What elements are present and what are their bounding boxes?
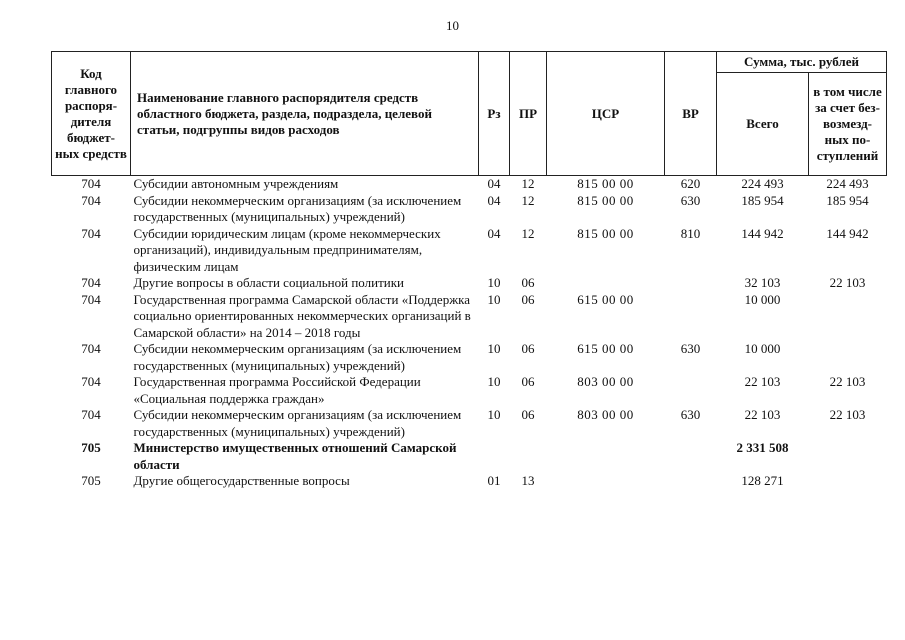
cell-rz: 04 (487, 176, 501, 191)
cell-pr: 06 (521, 291, 535, 307)
cell-grant: 144 942 (826, 225, 869, 241)
cell-vr (665, 275, 717, 292)
header-rz: Рз (479, 52, 510, 176)
cell-name: Субсидии юридическим лицам (кроме некоммерческих организаций), индивидуальным предпринимателям, физическим лицам (133, 225, 441, 274)
cell-total: 22 103 (744, 374, 781, 389)
cell-code: 704 (81, 192, 101, 208)
cell-vr: 630 (680, 407, 701, 422)
cell-rz: 10 (487, 341, 501, 356)
cell-total: 185 954 (741, 192, 784, 208)
cell-vr: 630 (680, 192, 701, 208)
cell-csr (547, 275, 665, 292)
table-row (52, 473, 887, 490)
cell-rz: 04 (487, 225, 501, 241)
budget-table (51, 51, 887, 490)
cell-name: Государственная программа Самарской области «Поддержка социально ориентированных некоммерческих организаций в Самарской области» на 2014 – 2018 годы (133, 291, 471, 340)
cell-code: 704 (81, 176, 101, 191)
cell-pr: 13 (521, 473, 535, 488)
cell-rz (479, 440, 510, 473)
table-header (52, 52, 887, 176)
cell-code: 704 (81, 341, 101, 356)
cell-name: Другие общегосударственные вопросы (133, 473, 350, 488)
cell-csr (547, 440, 665, 473)
cell-code: 704 (81, 291, 101, 307)
cell-pr: 06 (521, 407, 535, 422)
cell-csr (547, 473, 665, 490)
cell-pr (510, 440, 547, 473)
cell-csr: 803 00 00 (577, 374, 634, 389)
cell-total: 32 103 (744, 275, 781, 290)
header-name: Наименование главного распорядителя средств областного бюджета, раздела, подраздела, целевой статьи, подгруппы видов расходов (131, 52, 479, 176)
cell-grant (809, 473, 887, 490)
table-row (52, 440, 887, 473)
cell-rz: 10 (487, 374, 501, 389)
cell-grant (809, 440, 887, 473)
table-row (52, 226, 887, 276)
cell-code: 704 (81, 407, 101, 422)
cell-csr: 615 00 00 (577, 341, 634, 356)
header-sum-group: Сумма, тыс. рублей (717, 52, 887, 73)
cell-total: 10 000 (744, 341, 781, 356)
header-vr: ВР (665, 52, 717, 176)
cell-rz: 01 (487, 473, 501, 488)
header-pr: ПР (510, 52, 547, 176)
cell-vr (665, 374, 717, 407)
table-row (52, 275, 887, 292)
cell-csr: 815 00 00 (577, 192, 634, 208)
cell-vr: 620 (680, 176, 701, 191)
cell-grant: 185 954 (826, 192, 869, 208)
cell-grant: 22 103 (829, 374, 866, 389)
cell-csr: 815 00 00 (577, 176, 634, 191)
table-row (52, 341, 887, 374)
cell-code: 704 (81, 275, 101, 290)
cell-total: 144 942 (741, 225, 784, 241)
header-csr: ЦСР (547, 52, 665, 176)
cell-total: 224 493 (741, 176, 784, 191)
cell-name: Субсидии некоммерческим организациям (за исключением государственных (муниципальных) учреждений) (133, 407, 462, 439)
cell-pr: 06 (521, 341, 535, 356)
cell-code: 705 (81, 440, 101, 455)
cell-vr (665, 473, 717, 490)
table-row (52, 374, 887, 407)
cell-name: Субсидии некоммерческим организациям (за исключением государственных (муниципальных) учреждений) (133, 192, 462, 224)
cell-total: 10 000 (744, 291, 781, 307)
header-code: Код главного распоря-дителя бюджет-ных средств (52, 52, 131, 176)
table-row (52, 193, 887, 226)
cell-pr: 06 (521, 275, 535, 290)
cell-name: Государственная программа Российской Федерации «Социальная поддержка граждан» (133, 374, 421, 406)
cell-grant (809, 341, 887, 374)
cell-vr: 630 (680, 341, 701, 356)
header-grant: в том числе за счет без-возмезд-ных по-ступлений (809, 73, 887, 176)
cell-code: 704 (81, 225, 101, 241)
cell-code: 705 (81, 473, 101, 488)
cell-rz: 04 (487, 192, 501, 208)
cell-grant: 22 103 (829, 275, 866, 290)
table-body (52, 176, 887, 490)
cell-total: 2 331 508 (736, 440, 789, 455)
cell-vr (665, 440, 717, 473)
cell-csr: 803 00 00 (577, 407, 634, 422)
cell-grant (809, 292, 887, 342)
cell-grant: 224 493 (826, 176, 869, 191)
cell-vr: 810 (680, 225, 701, 241)
cell-name: Другие вопросы в области социальной политики (133, 275, 404, 290)
cell-name: Министерство имущественных отношений Самарской области (133, 440, 457, 472)
cell-rz: 10 (487, 291, 501, 307)
cell-csr: 815 00 00 (577, 225, 634, 241)
cell-pr: 12 (521, 176, 535, 191)
cell-vr (665, 292, 717, 342)
cell-total: 128 271 (741, 473, 784, 488)
header-total: Всего (717, 73, 809, 176)
cell-csr: 615 00 00 (577, 291, 634, 307)
table-row (52, 176, 887, 193)
cell-pr: 06 (521, 374, 535, 389)
cell-name: Субсидии некоммерческим организациям (за исключением государственных (муниципальных) учреждений) (133, 341, 462, 373)
cell-total: 22 103 (744, 407, 781, 422)
table-row (52, 407, 887, 440)
cell-grant: 22 103 (829, 407, 866, 422)
cell-rz: 10 (487, 407, 501, 422)
cell-name: Субсидии автономным учреждениям (133, 176, 339, 191)
cell-pr: 12 (521, 225, 535, 241)
page-number: 10 (446, 18, 459, 33)
cell-code: 704 (81, 374, 101, 389)
cell-pr: 12 (521, 192, 535, 208)
cell-rz: 10 (487, 275, 501, 290)
table-row (52, 292, 887, 342)
